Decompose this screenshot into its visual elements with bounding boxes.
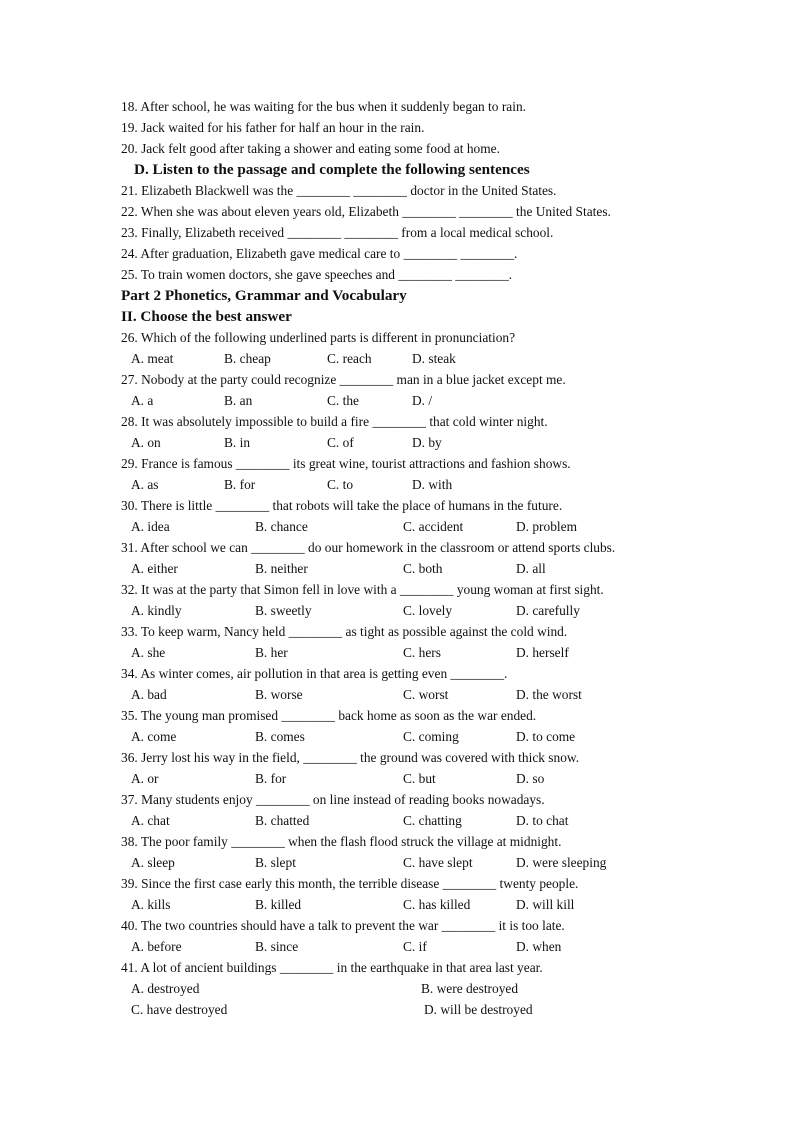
option-41-d: D. will be destroyed (424, 1002, 533, 1017)
question-33: 33. To keep warm, Nancy held ________ as tight as possible against the cold wind. (121, 624, 568, 639)
statement-18: 18. After school, he was waiting for the bus when it suddenly began to rain. (121, 99, 526, 114)
question-39: 39. Since the first case early this month, the terrible disease ________ twenty people. (121, 876, 579, 891)
statement-20: 20. Jack felt good after taking a shower and eating some food at home. (121, 141, 500, 156)
option-32-d: D. carefully (516, 603, 580, 618)
option-29-a: A. as (131, 477, 159, 492)
section-d-heading: D. Listen to the passage and complete the following sentences (134, 161, 530, 178)
option-29-b: B. for (224, 477, 256, 492)
option-39-d: D. will kill (516, 897, 575, 912)
option-38-d: D. were sleeping (516, 855, 607, 870)
question-40: 40. The two countries should have a talk to prevent the war ________ it is too late. (121, 918, 565, 933)
fill-blank-22: 22. When she was about eleven years old, Elizabeth ________ ________ the United States. (121, 204, 611, 219)
option-36-b: B. for (255, 771, 287, 786)
option-28-b: B. in (224, 435, 251, 450)
option-41-a: A. destroyed (131, 981, 200, 996)
option-40-a: A. before (131, 939, 182, 954)
fill-blank-24: 24. After graduation, Elizabeth gave medical care to ________ ________. (121, 246, 518, 261)
option-36-c: C. but (403, 771, 436, 786)
question-26: 26. Which of the following underlined parts is different in pronunciation? (121, 330, 516, 345)
option-30-c: C. accident (403, 519, 464, 534)
option-26-b: B. cheap (224, 351, 271, 366)
option-32-b: B. sweetly (255, 603, 312, 618)
option-34-c: C. worst (403, 687, 449, 702)
option-39-b: B. killed (255, 897, 302, 912)
question-32: 32. It was at the party that Simon fell in love with a ________ young woman at first sight. (121, 582, 604, 597)
option-30-b: B. chance (255, 519, 308, 534)
option-35-c: C. coming (403, 729, 459, 744)
option-30-a: A. idea (131, 519, 170, 534)
option-39-a: A. kills (131, 897, 171, 912)
option-37-d: D. to chat (516, 813, 569, 828)
option-26-a: A. meat (131, 351, 174, 366)
section-ii-heading: II. Choose the best answer (121, 308, 292, 325)
question-36: 36. Jerry lost his way in the field, ________ the ground was covered with thick snow. (121, 750, 580, 765)
option-31-a: A. either (131, 561, 178, 576)
option-27-b: B. an (224, 393, 253, 408)
option-26-d: D. steak (412, 351, 456, 366)
question-37: 37. Many students enjoy ________ on line instead of reading books nowadays. (121, 792, 545, 807)
fill-blank-21: 21. Elizabeth Blackwell was the ________ ________ doctor in the United States. (121, 183, 557, 198)
question-34: 34. As winter comes, air pollution in that area is getting even ________. (121, 666, 508, 681)
option-31-d: D. all (516, 561, 546, 576)
option-41-c: C. have destroyed (131, 1002, 228, 1017)
option-35-b: B. comes (255, 729, 305, 744)
option-41-b: B. were destroyed (421, 981, 519, 996)
option-35-a: A. come (131, 729, 177, 744)
option-29-d: D. with (412, 477, 453, 492)
question-27: 27. Nobody at the party could recognize ________ man in a blue jacket except me. (121, 372, 566, 387)
option-30-d: D. problem (516, 519, 577, 534)
option-28-a: A. on (131, 435, 161, 450)
part-2-heading: Part 2 Phonetics, Grammar and Vocabulary (121, 287, 407, 304)
option-38-c: C. have slept (403, 855, 473, 870)
option-36-d: D. so (516, 771, 545, 786)
option-40-d: D. when (516, 939, 562, 954)
option-36-a: A. or (131, 771, 159, 786)
option-29-c: C. to (327, 477, 354, 492)
option-33-a: A. she (131, 645, 166, 660)
question-29: 29. France is famous ________ its great wine, tourist attractions and fashion shows. (121, 456, 571, 471)
option-37-a: A. chat (131, 813, 170, 828)
question-30: 30. There is little ________ that robots will take the place of humans in the future. (121, 498, 563, 513)
statement-19: 19. Jack waited for his father for half an hour in the rain. (121, 120, 425, 135)
option-32-c: C. lovely (403, 603, 453, 618)
question-38: 38. The poor family ________ when the flash flood struck the village at midnight. (121, 834, 562, 849)
fill-blank-25: 25. To train women doctors, she gave speeches and ________ ________. (121, 267, 513, 282)
question-31: 31. After school we can ________ do our homework in the classroom or attend sports clubs. (121, 540, 616, 555)
option-31-b: B. neither (255, 561, 308, 576)
option-34-d: D. the worst (516, 687, 582, 702)
option-28-d: D. by (412, 435, 442, 450)
question-35: 35. The young man promised ________ back home as soon as the war ended. (121, 708, 537, 723)
option-26-c: C. reach (327, 351, 372, 366)
option-33-c: C. hers (403, 645, 441, 660)
option-37-c: C. chatting (403, 813, 462, 828)
option-33-d: D. herself (516, 645, 569, 660)
option-40-c: C. if (403, 939, 427, 954)
option-34-b: B. worse (255, 687, 303, 702)
option-33-b: B. her (255, 645, 288, 660)
option-27-d: D. / (412, 393, 433, 408)
option-28-c: C. of (327, 435, 354, 450)
question-28: 28. It was absolutely impossible to build a fire ________ that cold winter night. (121, 414, 548, 429)
option-27-c: C. the (327, 393, 359, 408)
fill-blank-23: 23. Finally, Elizabeth received ________ ________ from a local medical school. (121, 225, 554, 240)
question-41: 41. A lot of ancient buildings ________ in the earthquake in that area last year. (121, 960, 543, 975)
option-35-d: D. to come (516, 729, 576, 744)
option-31-c: C. both (403, 561, 443, 576)
option-34-a: A. bad (131, 687, 167, 702)
option-39-c: C. has killed (403, 897, 471, 912)
option-38-b: B. slept (255, 855, 296, 870)
option-38-a: A. sleep (131, 855, 175, 870)
option-32-a: A. kindly (131, 603, 182, 618)
option-40-b: B. since (255, 939, 299, 954)
option-27-a: A. a (131, 393, 154, 408)
option-37-b: B. chatted (255, 813, 310, 828)
